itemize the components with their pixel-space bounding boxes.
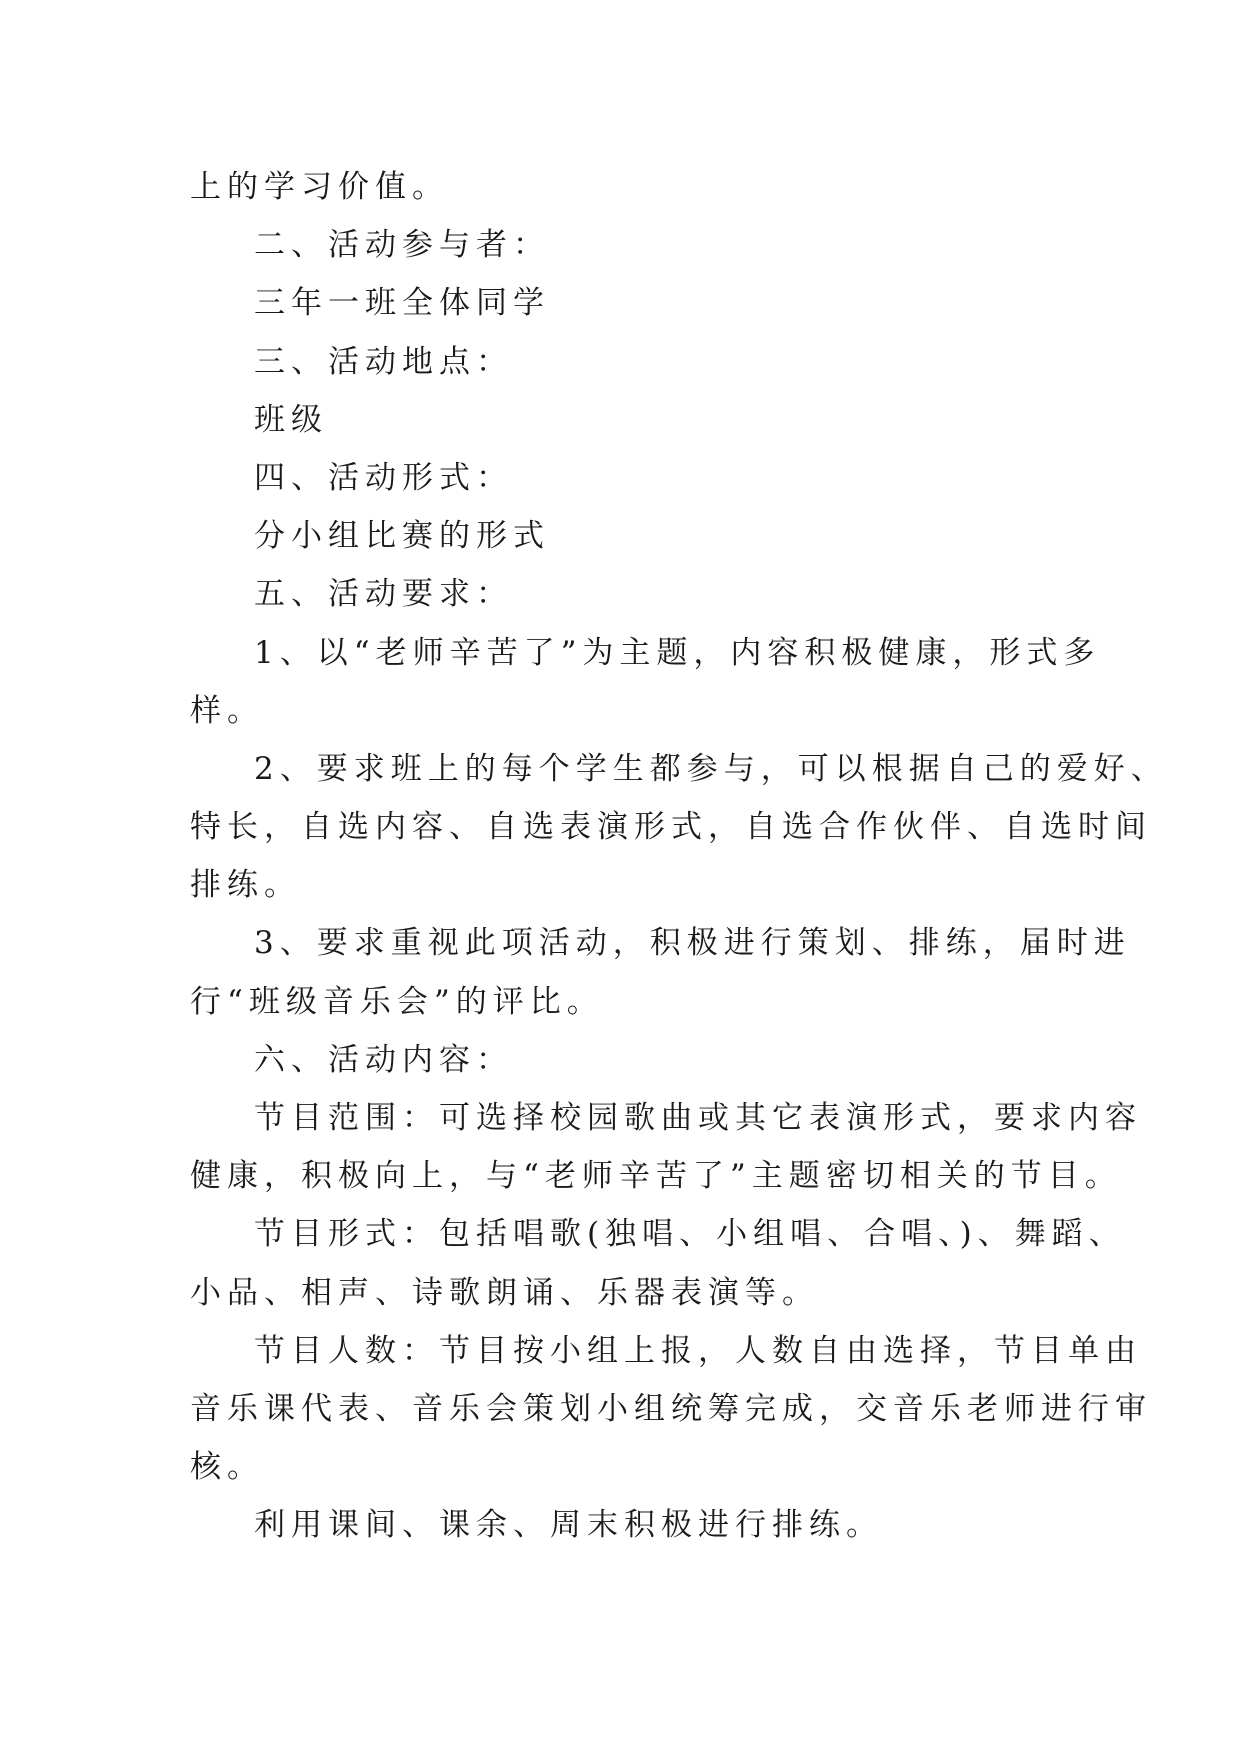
text-line: 三年一班全体同学 — [254, 285, 550, 322]
text-line: 2、要求班上的每个学生都参与，可以根据自己的爱好、 — [254, 750, 1168, 787]
text-line: 特长，自选内容、自选表演形式，自选合作伙伴、自选时间 — [190, 809, 1152, 846]
text-line: 节目形式：包括唱歌(独唱、小组唱、合唱、)、舞蹈、 — [254, 1216, 1126, 1253]
text-line: 1、以“老师辛苦了”为主题，内容积极健康，形式多 — [254, 634, 1101, 671]
text-line: 排练。 — [190, 867, 301, 904]
section-heading-location: 三、活动地点： — [254, 343, 513, 380]
section-heading-requirements: 五、活动要求： — [254, 576, 513, 613]
text-line: 分小组比赛的形式 — [254, 518, 550, 555]
section-heading-format: 四、活动形式： — [254, 459, 513, 496]
text-line: 样。 — [190, 692, 264, 729]
text-line: 上的学习价值。 — [190, 169, 449, 205]
text-line: 班级 — [254, 401, 328, 438]
text-line: 节目人数：节目按小组上报，人数自由选择，节目单由 — [254, 1332, 1142, 1369]
text-line: 核。 — [190, 1449, 264, 1486]
text-line: 行“班级音乐会”的评比。 — [190, 983, 604, 1020]
section-heading-content: 六、活动内容： — [254, 1041, 513, 1078]
text-line: 节目范围：可选择校园歌曲或其它表演形式，要求内容 — [254, 1100, 1142, 1136]
text-line: 利用课间、课余、周末积极进行排练。 — [254, 1507, 883, 1544]
section-heading-participants: 二、活动参与者： — [254, 227, 550, 264]
document-body — [190, 158, 1168, 1555]
text-line: 小品、相声、诗歌朗诵、乐器表演等。 — [190, 1274, 819, 1311]
text-line: 3、要求重视此项活动，积极进行策划、排练，届时进 — [254, 925, 1131, 962]
text-line: 健康，积极向上，与“老师辛苦了”主题密切相关的节目。 — [190, 1158, 1122, 1195]
text-line: 音乐课代表、音乐会策划小组统筹完成，交音乐老师进行审 — [190, 1390, 1152, 1427]
